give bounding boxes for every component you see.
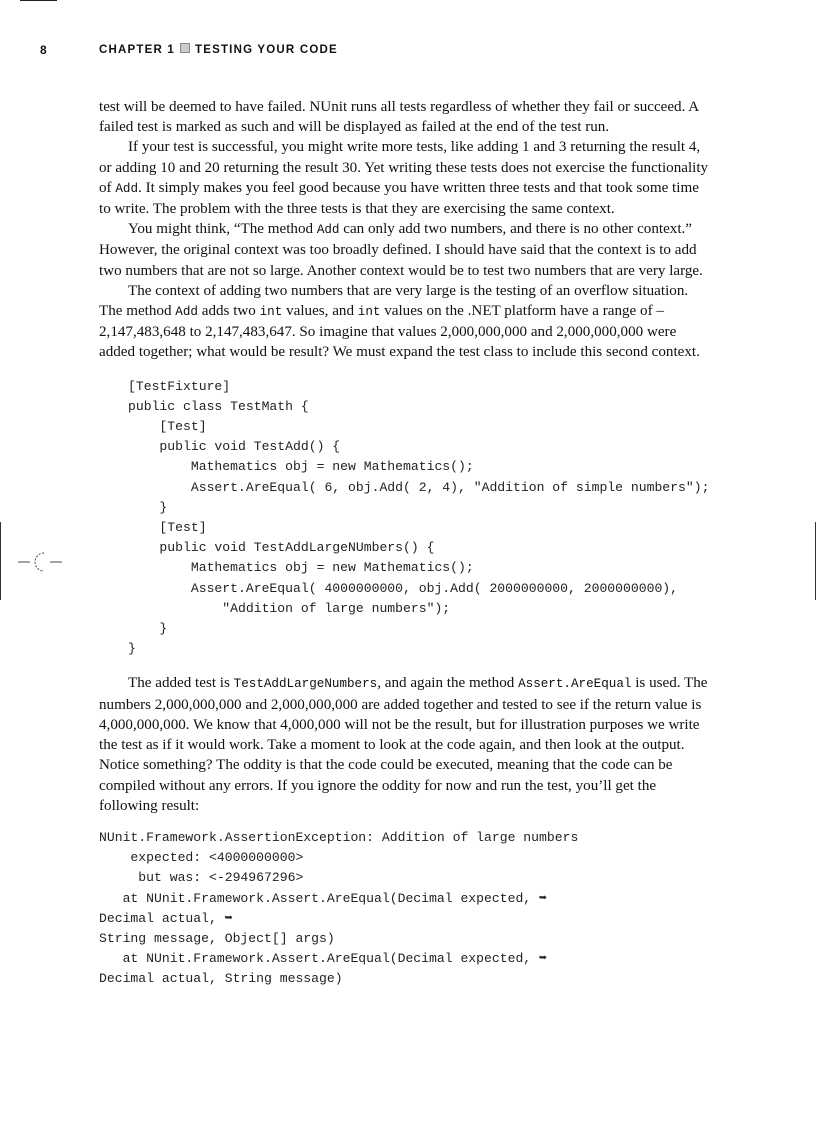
paragraph-4-text-c: values, and xyxy=(282,303,358,320)
paragraph-3-text-b: can only add two numbers, and there is no other context.” However, the original context was too broadly defined. I should have said that the context is to add two numbers that are not so large. Another context would be to test two numbers that are very large. xyxy=(99,221,703,279)
running-header xyxy=(0,43,816,61)
page-body xyxy=(99,97,711,990)
paragraph-4-text-a: The context of adding two numbers that are very large is the testing of an overflow situation. The method xyxy=(99,282,689,320)
inline-code-add: Add xyxy=(316,223,340,238)
page-number: 8 xyxy=(40,43,48,57)
paragraph-4-text-b: adds two xyxy=(197,303,260,320)
paragraph-2-text-a: If your test is successful, you might write more tests, like adding 1 and 3 returning the result 4, or adding 10 and 20 returning the result 30. Yet writing these tests does not exercise the functionality of xyxy=(99,139,709,196)
chapter-label: CHAPTER 1 xyxy=(99,44,175,56)
chapter-title: TESTING YOUR CODE xyxy=(194,44,338,56)
paragraph-5-text-a: The added test is xyxy=(128,675,234,692)
paragraph-4 xyxy=(99,281,711,363)
inline-code-test-name: TestAddLargeNumbers xyxy=(233,677,378,692)
code-listing: [TestFixture] public class TestMath { [Test] public void TestAdd() { Mathematics obj = new Mathematics(); Assert.AreEqual( 6, obj.Add( 2, 4), "Addition of simple numbers"); } [Test] public void TestAddLargeNUmbers() { Mathematics obj = new Mathematics(); Assert.AreEqual( 4000000000, obj.Add( 2000000000, 2000000000), "Addition of large numbers"); } } xyxy=(128,378,710,657)
paragraph-3 xyxy=(99,219,711,281)
top-rule xyxy=(20,0,57,1)
paragraph-2-text-b: . It simply makes you feel good because you have written three tests and that took some time to write. The problem with the three tests is that they are exercising the same context. xyxy=(99,179,699,218)
output-listing: NUnit.Framework.AssertionException: Addition of large numbers expected: <4000000000> but was: <-294967296> at NUnit.Framework.Assert.AreEqual(Decimal expected, ➥ Decimal actual, ➥ String message, Object[] args) at NUnit.Framework.Assert.AreEqual(Decimal expected, ➥ Decimal actual, String message) xyxy=(99,829,579,987)
chapter-heading xyxy=(99,43,338,56)
square-bullet-icon xyxy=(180,43,190,53)
inline-code-int: int xyxy=(259,305,283,320)
inline-code-add: Add xyxy=(175,305,198,320)
inline-code-int: int xyxy=(357,305,381,320)
inline-code-add: Add xyxy=(115,181,139,196)
registration-mark-icon xyxy=(18,549,62,575)
crop-mark-left xyxy=(0,522,1,600)
paragraph-2 xyxy=(99,137,711,219)
paragraph-1: test will be deemed to have failed. NUnit runs all tests regardless of whether they fail or succeed. A failed test is marked as such and will be displayed as failed at the end of the test run. xyxy=(99,99,699,136)
inline-code-assert: Assert.AreEqual xyxy=(518,677,632,692)
paragraph-4-text-d: values on the .NET platform have a range of –2,147,483,648 to 2,147,483,647. So imagine that values 2,000,000,000 and 2,000,000,000 were added together; what would be result? We must expand the test class to include this second context. xyxy=(99,303,700,361)
paragraph-3-text-a: You might think, “The method xyxy=(128,221,317,238)
paragraph-5 xyxy=(99,673,711,815)
paragraph-5-text-c: is used. The numbers 2,000,000,000 and 2,000,000,000 are added together and tested to see if the return value is 4,000,000,000. We know that 4,000,000 will not be the result, but for illustration purposes we write the test as if it would work. Take a moment to look at the code again, and then look at the output. Notice something? The oddity is that the code could be executed, meaning that the code can be compiled without any errors. If you ignore the oddity for now and run the test, you’ll get the following result: xyxy=(99,675,708,814)
paragraph-5-text-b: , and again the method xyxy=(377,675,519,692)
